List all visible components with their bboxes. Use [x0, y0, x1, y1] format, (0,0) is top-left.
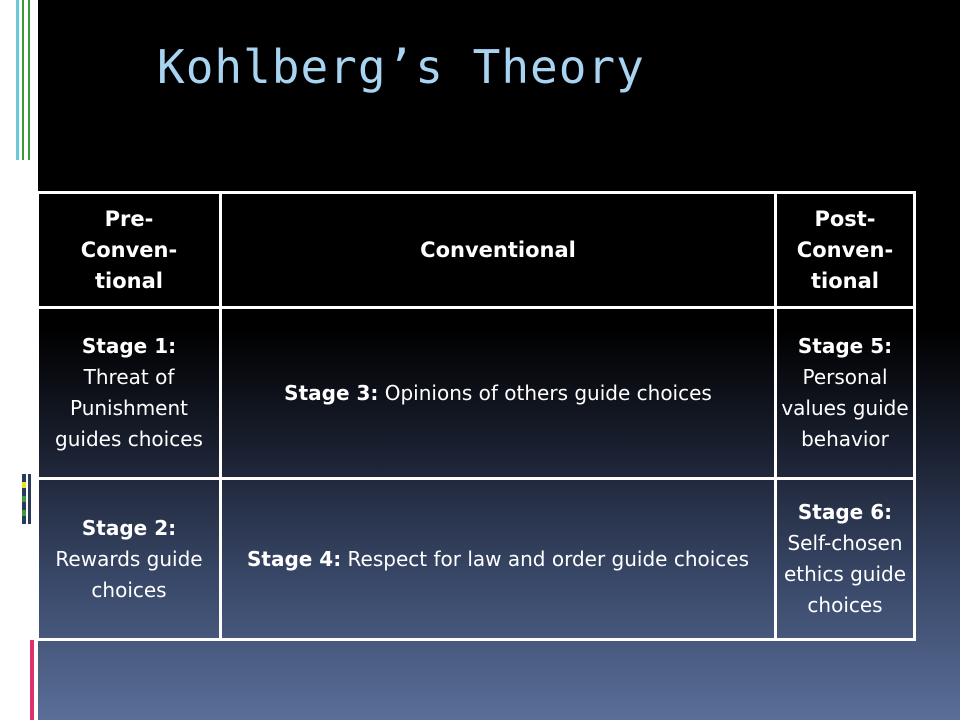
slide-title: Kohlberg’s Theory	[157, 40, 645, 94]
stage-description: Opinions of others guide choices	[378, 380, 712, 405]
cell-stage-2	[38, 479, 221, 640]
stage-label: Stage 6:	[797, 500, 893, 524]
decorative-bars-top	[0, 0, 38, 160]
cell-stage-6	[776, 479, 915, 640]
stage-description: Self-chosen ethics guide choices	[783, 531, 907, 617]
stage-label: Stage 1:	[81, 334, 177, 358]
stage-description: Personal values guide behavior	[781, 365, 909, 451]
kohlberg-stages-table	[36, 191, 916, 641]
stage-description: Threat of Punishment guides choices	[55, 365, 203, 451]
cell-stage-5	[776, 308, 915, 479]
stage-label: Stage 2:	[81, 515, 177, 540]
decorative-bars-bottom	[0, 466, 38, 720]
header-preconventional: Pre- Conven- tional	[38, 193, 221, 308]
cell-stage-1	[38, 308, 221, 479]
stage-label: Stage 3:	[284, 380, 379, 405]
stage-description: Rewards guide choices	[55, 546, 203, 602]
stage-label: Stage 5:	[797, 334, 893, 358]
cell-stage-4	[221, 479, 776, 640]
header-conventional: Conventional	[221, 193, 776, 308]
cell-stage-3	[221, 308, 776, 479]
stage-label: Stage 4:	[246, 546, 342, 571]
table-header-row	[38, 193, 915, 308]
table-row	[38, 308, 915, 479]
stage-description: Respect for law and order guide choices	[341, 546, 750, 571]
table-row	[38, 479, 915, 640]
header-postconventional: Post- Conven- tional	[776, 193, 915, 308]
